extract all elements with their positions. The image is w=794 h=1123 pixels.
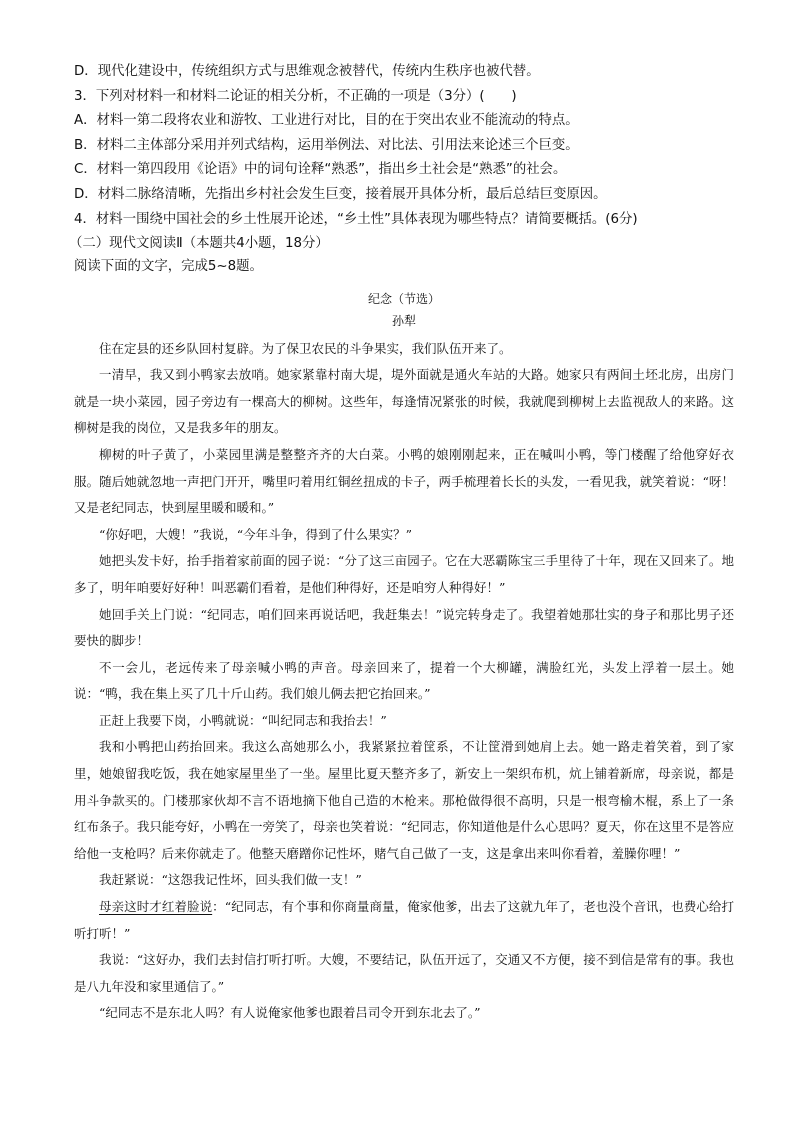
article-paragraph-2: 一清早，我又到小鸭家去放哨。她家紧靠村南大堤，堤外面就是通火车站的大路。她家只有两间土坯北房，出房门就是一块小菜园，园子旁边有一棵高大的柳树。这些年，每逢情况紧张的时候，我就爬到柳树上去监视敌人的来路。这柳树是我的岗位，又是我多年的朋友。 <box>74 367 734 436</box>
article-paragraph-9: 我和小鸭把山药抬回来。我这么高她那么小，我紧紧拉着筐系，不让筐滑到她肩上去。她一路走着笑着，到了家里，她娘留我吃饭，我在她家屋里坐了一坐。屋里比夏天整齐多了，新安上一架织布机，炕上铺着新席，母亲说，都是用斗争款买的。门楼那家伙却不言不语地摘下他自己造的木枪来。那枪做得很不高明，只是一根弯榆木棍，系上了一条红布条子。我只能夸好，小鸭在一旁笑了，母亲也笑着说：“纪同志，你知道他是什么心思吗？夏天，你在这里不是答应给他一支枪吗？后来你就走了。他整天磨蹭你记性坏，赌气自己做了一支，这是拿出来叫你看着，羞臊你哩！” <box>74 739 734 861</box>
article-paragraph-6: 她回手关上门说：“纪同志，咱们回来再说话吧，我赶集去！”说完转身走了。我望着她那壮实的身子和那比男子还要快的脚步！ <box>74 606 734 649</box>
article-body <box>74 336 734 1027</box>
article-paragraph-11 <box>74 894 734 947</box>
article-paragraph-8: 正赶上我要下岗，小鸭就说：“叫纪同志和我抬去！” <box>99 712 387 728</box>
question-3: 3．下列对材料一和材料二论证的相关分析，不正确的一项是（3分）( ) <box>74 88 517 104</box>
article-paragraph-13: “纪同志不是东北人吗？有人说俺家他爹也跟着吕司令开到东北去了。” <box>99 1005 481 1021</box>
underlined-phrase: 母亲这时才红着脸说 <box>99 899 213 915</box>
article-paragraph-12: 我说：“这好办，我们去封信打听打听。大嫂，不要结记，队伍开远了，交通又不方便，接不到信是常有的事。我也是八九年没和家里通信了。” <box>74 952 734 994</box>
question-4: 4．材料一围绕中国社会的乡土性展开论述，“乡土性”具体表现为哪些特点？请简要概括。(6分) <box>74 211 638 227</box>
article-paragraph-4: “你好吧，大嫂！”我说，“今年斗争，得到了什么果实？” <box>99 526 413 542</box>
article-paragraph-10: 我赶紧说：“这怨我记性坏，回头我们做一支！” <box>99 872 362 888</box>
paragraph-11-rest: ：“纪同志，有个事和你商量商量，俺家他爹，出去了这就九年了，老也没个音讯，也费心给打听打听！” <box>74 899 734 941</box>
question-3-option-a: A．材料一第二段将农业和游牧、工业进行对比，目的在于突出农业不能流动的特点。 <box>74 113 579 129</box>
section-instruction: 阅读下面的文字，完成5~8题。 <box>74 259 263 275</box>
option-d-previous: D．现代化建设中，传统组织方式与思维观念被替代，传统内生秩序也被代替。 <box>74 64 540 79</box>
question-3-option-b: B．材料二主体部分采用并列式结构，运用举例法、对比法、引用法来论述三个巨变。 <box>74 137 579 153</box>
question-3-option-d: D．材料二脉络清晰，先指出乡村社会发生巨变，接着展开具体分析，最后总结巨变原因。 <box>74 186 607 202</box>
section-heading: （二）现代文阅读Ⅱ（本题共4小题，18分） <box>69 236 329 252</box>
article-paragraph-3: 柳树的叶子黄了，小菜园里满是整整齐齐的大白菜。小鸭的娘刚刚起来，正在喊叫小鸭，等门楼醒了给他穿好衣服。随后她就忽地一声把门开开，嘴里叼着用红铜丝扭成的卡子，两手梳理着长长的头发，一看见我，就笑着说：“呀！又是老纪同志，快到屋里暖和暖和。” <box>74 446 734 516</box>
article-author: 孙犁 <box>391 313 416 328</box>
question-block <box>74 60 734 232</box>
question-3-option-c: C．材料一第四段用《论语》中的词句诠释“熟悉”，指出乡土社会是“熟悉”的社会。 <box>74 162 567 178</box>
article-paragraph-5: 她把头发卡好，抬手指着家前面的园子说：“分了这三亩园子。它在大恶霸陈宝三手里待了十年，现在又回来了。地多了，明年咱要好好种！叫恶霸们看着，是他们种得好，还是咱穷人种得好！” <box>74 553 734 595</box>
article-title: 纪念（节选） <box>367 291 440 306</box>
article-paragraph-7: 不一会儿，老远传来了母亲喊小鸭的声音。母亲回来了，提着一个大柳罐，满脸红光，头发上浮着一层土。她说：“鸭，我在集上买了几十斤山药。我们娘儿俩去把它抬回来。” <box>74 659 734 702</box>
article-paragraph-1: 住在定县的还乡队回村复辟。为了保卫农民的斗争果实，我们队伍开来了。 <box>99 340 512 356</box>
